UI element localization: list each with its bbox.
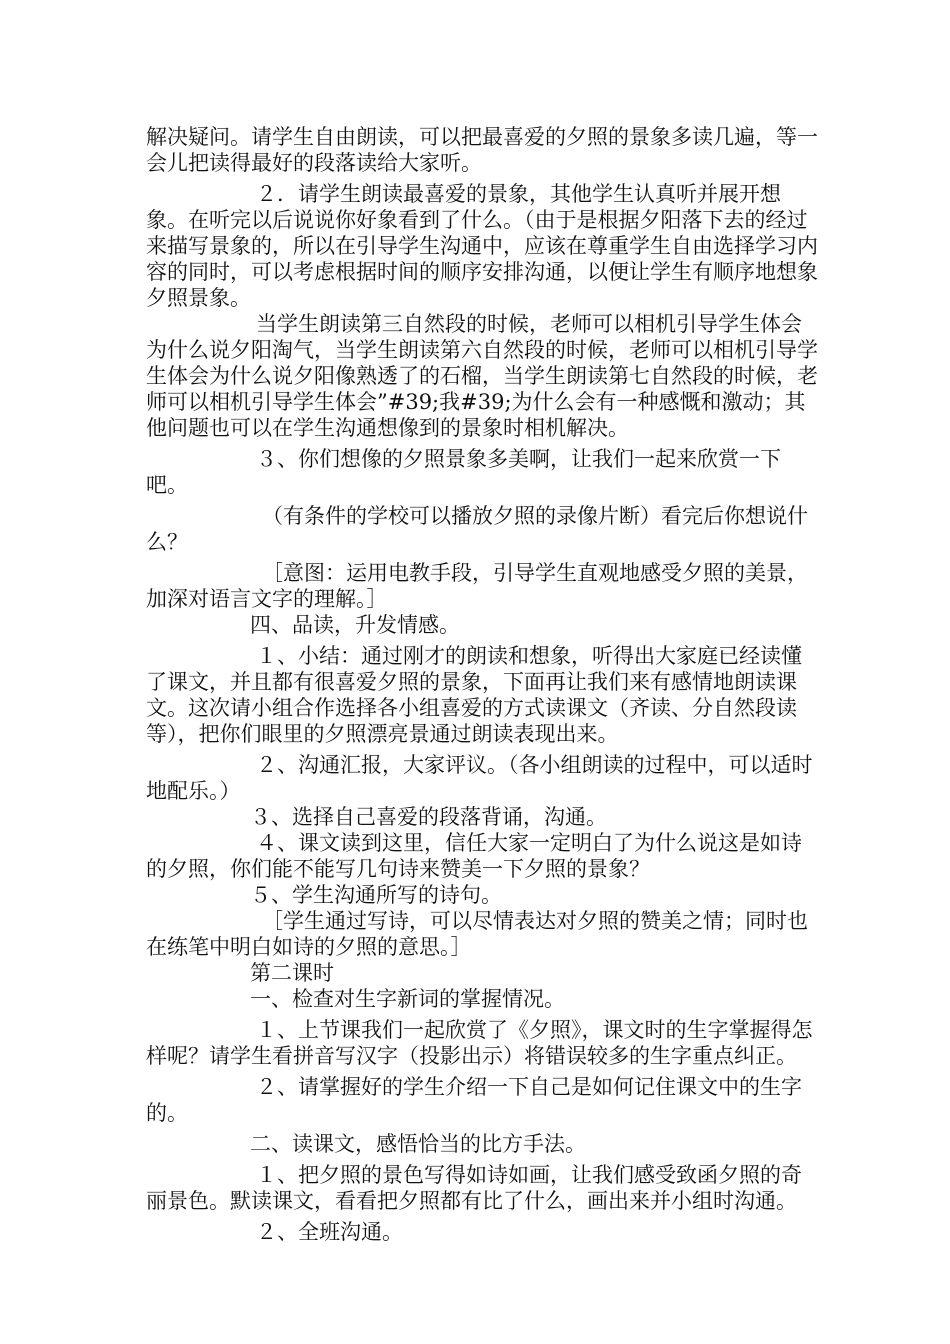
paragraph-6: ［意图：运用电教手段，引导学生直观地感受夕照的美景，加深对语言文字的理解。］	[146, 561, 808, 611]
paragraph-7: 四、品读，升发情感。	[250, 613, 460, 637]
paragraph-19: １、把夕照的景色写得如诗如画，让我们感受致函夕照的奇丽景色。默读课文，看看把夕照都有比了什么，画出来并小组时沟通。	[146, 1163, 802, 1213]
paragraph-15: 一、检查对生字新词的掌握情况。	[250, 987, 565, 1011]
paragraph-5: （有条件的学校可以播放夕照的录像片断）看完后你想说什么？	[146, 504, 808, 554]
paragraph-12: ５、学生沟通所写的诗句。	[250, 883, 502, 907]
paragraph-2: ２．请学生朗读最喜爱的景象，其他学生认真听并展开想象。在听完以后说说你好象看到了什么。（由于是根据夕阳落下去的经过来描写景象的，所以在引导学生沟通中，应该在尊重学生自由选择学习内容的同时，可以考虑根据时间的顺序安排沟通，以便让学生有顺序地想象夕照景象。	[146, 182, 818, 310]
paragraph-14: 第二课时	[250, 961, 334, 985]
paragraph-20: ２、全班沟通。	[256, 1220, 403, 1244]
paragraph-16: １、上节课我们一起欣赏了《夕照》，课文时的生字掌握得怎样呢？请学生看拼音写汉字（投影出示）将错误较多的生字重点纠正。	[146, 1018, 813, 1068]
paragraph-1: 解决疑问。请学生自由朗读，可以把最喜爱的夕照的景象多读几遍，等一会儿把读得最好的段落读给大家听。	[146, 125, 818, 175]
paragraph-13: ［学生通过写诗，可以尽情表达对夕照的赞美之情；同时也在练笔中明白如诗的夕照的意思。］	[146, 909, 808, 959]
paragraph-10: ３、选择自己喜爱的段落背诵，沟通。	[250, 805, 607, 829]
paragraph-9: ２、沟通汇报，大家评议。（各小组朗读的过程中，可以适时地配乐。）	[146, 753, 813, 803]
document-body	[146, 124, 818, 1245]
paragraph-8: １、小结：通过刚才的朗读和想象，听得出大家庭已经读懂了课文，并且都有很喜爱夕照的景象，下面再让我们来有感情地朗读课文。这次请小组合作选择各小组喜爱的方式读课文（齐读、分自然段读等），把你们眼里的夕照漂亮景通过朗读表现出来。	[146, 644, 802, 746]
paragraph-18: 二、读课文，感悟恰当的比方手法。	[250, 1132, 586, 1156]
paragraph-17: ２、请掌握好的学生介绍一下自己是如何记住课文中的生字的。	[146, 1075, 802, 1125]
paragraph-3: 当学生朗读第三自然段的时候，老师可以相机引导学生体会为什么说夕阳淘气，当学生朗读第六自然段的时候，老师可以相机引导学生体会为什么说夕阳像熟透了的石榴，当学生朗读第七自然段的时候，老师可以相机引导学生体会”#39;我#39;为什么会有一种感慨和激动；其他问题也可以在学生沟通想像到的景象时相机解决。	[146, 312, 818, 440]
paragraph-4: ３、你们想像的夕照景象多美啊，让我们一起来欣赏一下吧。	[146, 447, 781, 497]
paragraph-11: ４、课文读到这里，信任大家一定明白了为什么说这是如诗的夕照，你们能不能写几句诗来赞美一下夕照的景象？	[146, 831, 802, 881]
